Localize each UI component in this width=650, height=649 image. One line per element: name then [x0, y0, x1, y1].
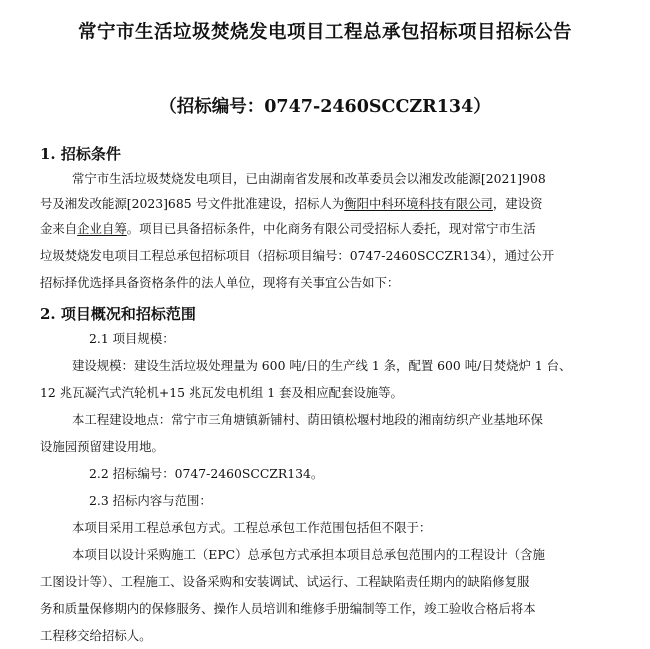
section-1-heading: 1. 招标条件 [40, 145, 121, 163]
section-1-text: 金来自 [40, 221, 78, 236]
section-1-text: ，建设资 [492, 196, 543, 211]
scope-line: 务和质量保修期内的保修服务、操作人员培训和维修手册编制等工作，竣工验收合格后将本 [40, 601, 536, 616]
subsection-2-1: 2.1 项目规模： [89, 331, 175, 346]
project-scale-line: 建设规模：建设生活垃圾处理量为 600 吨/日的生产线 1 条，配置 600 吨/日焚烧炉 1 台、 [72, 358, 572, 373]
section-1-line [40, 221, 615, 237]
section-1-line: 常宁市生活垃圾焚烧发电项目，已由湖南省发展和改革委员会以湘发改能源[2021]908 [72, 171, 546, 186]
tender-number-subtitle: （招标编号：0747-2460SCCZR134） [159, 97, 491, 117]
scope-line: 工图设计等）、工程施工、设备采购和安装调试、试运行、工程缺陷责任期内的缺陷修复服 [40, 574, 530, 589]
project-location-line: 本工程建设地点：常宁市三角塘镇新铺村、荫田镇松堰村地段的湘南纺织产业基地环保 [72, 412, 543, 427]
scope-line: 工程移交给招标人。 [40, 628, 152, 643]
section-1-text: 号及湘发改能源[2023]685 号文件批准建设，招标人为 [40, 196, 345, 211]
section-1-line: 垃圾焚烧发电项目工程总承包招标项目（招标项目编号：0747-2460SCCZR134），通过公开 [40, 248, 555, 263]
section-1-text: 。项目已具备招标条件，中化商务有限公司受招标人委托，现对常宁市生活 [126, 221, 536, 236]
section-2-heading: 2. 项目概况和招标范围 [40, 305, 196, 323]
contract-method-line: 本项目采用工程总承包方式。工程总承包工作范围包括但不限于： [72, 520, 432, 535]
scope-line: 本项目以设计采购施工（EPC）总承包方式承担本项目总承包范围内的工程设计（含施 [72, 547, 545, 562]
funding-source-link[interactable]: 企业自筹 [77, 221, 127, 236]
section-1-line: 招标择优选择具备资格条件的法人单位，现将有关事宜公告如下： [40, 275, 400, 290]
project-scale-line: 12 兆瓦凝汽式汽轮机+15 兆瓦发电机组 1 套及相应配套设施等。 [40, 385, 403, 400]
section-1-line [40, 196, 615, 212]
project-location-line: 设施园预留建设用地。 [40, 439, 164, 454]
document-title: 常宁市生活垃圾焚烧发电项目工程总承包招标项目招标公告 [77, 22, 572, 43]
subsection-2-2: 2.2 招标编号：0747-2460SCCZR134。 [89, 466, 324, 481]
subsection-2-3: 2.3 招标内容与范围： [89, 493, 212, 508]
tenderer-name-link[interactable]: 衡阳中科环境科技有限公司 [344, 196, 493, 211]
